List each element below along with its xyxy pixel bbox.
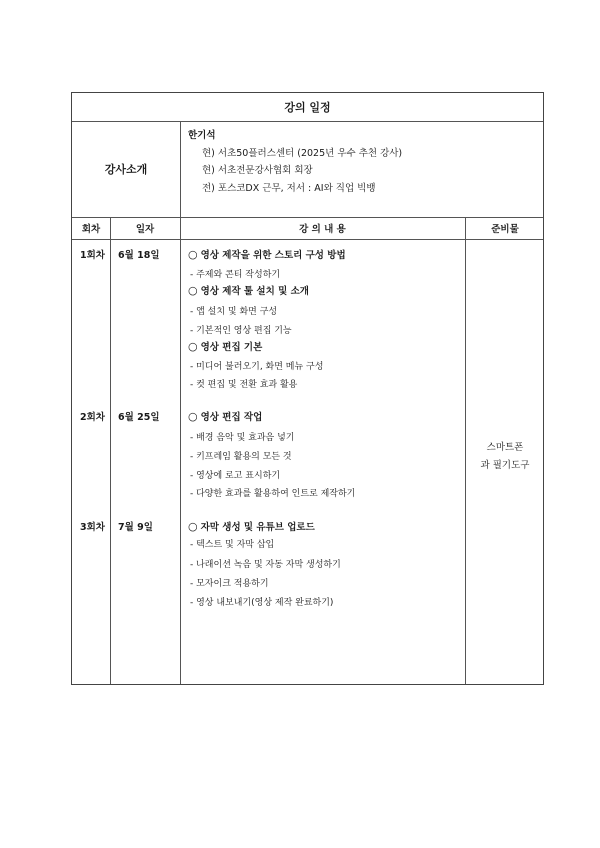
lesson-item: - 나래이션 녹음 및 자동 자막 생성하기 [190,560,341,570]
session-date: 7월 9일 [118,522,153,533]
lesson-item: - 주제와 콘티 작성하기 [190,270,281,280]
table-rule [110,217,111,684]
lesson-topic: ○ 자막 생성 및 유튜브 업로드 [188,520,315,533]
lesson-item: - 컷 편집 및 전환 효과 활용 [190,380,298,390]
circle-icon: ○ [188,284,198,297]
header-content: 강 의 내 용 [299,224,346,235]
table-rule [180,121,181,217]
lesson-topic: ○ 영상 제작을 위한 스토리 구성 방법 [188,248,346,261]
header-date: 일자 [135,224,155,235]
lesson-topic: ○ 영상 편집 작업 [188,410,263,423]
lesson-item: - 모자이크 적용하기 [190,579,269,589]
prep-line: 과 필기도구 [480,460,530,471]
lesson-item: - 다양한 효과를 활용하여 인트로 제작하기 [190,489,356,499]
lesson-item: - 텍스트 및 자막 삽입 [190,540,275,550]
circle-icon: ○ [188,248,198,261]
lesson-item: - 앱 설치 및 화면 구성 [190,307,278,317]
session-number: 1회차 [80,250,105,261]
session-date: 6월 18일 [118,250,160,261]
instructor-label: 강사소개 [104,163,148,176]
header-prep: 준비물 [491,224,519,235]
instructor-intro [188,127,402,197]
lesson-item: - 미디어 불러오기, 화면 메뉴 구성 [190,362,324,372]
lesson-item: - 영상 내보내기(영상 제작 완료하기) [190,598,334,608]
circle-icon: ○ [188,520,198,533]
table-rule [72,239,543,240]
circle-icon: ○ [188,410,198,423]
lesson-item: - 배경 음악 및 효과음 넣기 [190,433,295,443]
lesson-item: - 영상에 로고 표시하기 [190,471,281,481]
session-date: 6월 25일 [118,412,160,423]
header-session: 회차 [81,224,101,235]
lesson-item: - 기본적인 영상 편집 기능 [190,326,292,336]
page-title: 강의 일정 [284,101,331,114]
prep-items [465,439,545,475]
lesson-topic: ○ 영상 제작 툴 설치 및 소개 [188,284,309,297]
instructor-career: 현) 서초전문강사협회 회장 [202,165,313,176]
session-number: 3회차 [80,522,105,533]
lesson-item: - 키프레임 활용의 모든 것 [190,452,292,462]
session-number: 2회차 [80,412,105,423]
table-rule [180,217,181,684]
instructor-career: 전) 포스코DX 근무, 저서 : AI와 직업 빅뱅 [202,182,376,194]
instructor-career: 현) 서초50플러스센터 (2025년 우수 추천 강사) [202,147,403,159]
circle-icon: ○ [188,340,198,353]
prep-line: 스마트폰 [486,442,524,453]
instructor-name: 한기석 [188,130,216,141]
lesson-topic: ○ 영상 편집 기본 [188,340,263,353]
schedule-table [71,92,544,685]
